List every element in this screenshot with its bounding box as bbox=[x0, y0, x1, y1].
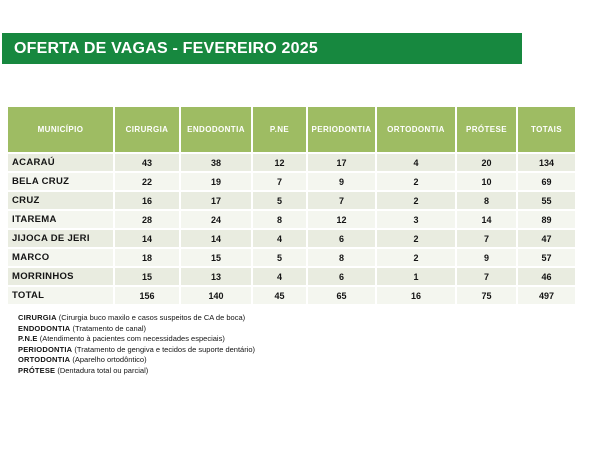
value-cell: 28 bbox=[115, 209, 181, 228]
value-cell: 140 bbox=[181, 285, 253, 304]
footnote-description: (Cirurgia buco maxilo e casos suspeitos de CA de boca) bbox=[58, 313, 246, 322]
column-header-7: TOTAIS bbox=[518, 107, 575, 152]
footnote-periodontia bbox=[18, 345, 255, 356]
table-row bbox=[8, 228, 575, 247]
value-cell: 16 bbox=[115, 190, 181, 209]
footnote-description: (Aparelho ortodôntico) bbox=[72, 355, 147, 364]
footnote-description: (Atendimento à pacientes com necessidades especiais) bbox=[39, 334, 225, 343]
value-cell: 14 bbox=[457, 209, 518, 228]
value-cell: 2 bbox=[377, 247, 457, 266]
footnote-label: PRÓTESE bbox=[18, 365, 56, 375]
municipio-cell: JIJOCA DE JERI bbox=[8, 228, 115, 247]
value-cell: 8 bbox=[308, 247, 377, 266]
value-cell: 4 bbox=[253, 266, 308, 285]
value-cell: 7 bbox=[457, 228, 518, 247]
value-cell: 55 bbox=[518, 190, 575, 209]
value-cell: 19 bbox=[181, 171, 253, 190]
column-header-0: MUNICÍPIO bbox=[8, 107, 115, 152]
footnote-label: P.N.E bbox=[18, 334, 38, 343]
legend bbox=[18, 313, 255, 376]
value-cell: 18 bbox=[115, 247, 181, 266]
value-cell: 45 bbox=[253, 285, 308, 304]
footnote-label: CIRURGIA bbox=[18, 313, 57, 322]
table-header-row bbox=[8, 107, 575, 152]
value-cell: 17 bbox=[181, 190, 253, 209]
table-row bbox=[8, 152, 575, 171]
value-cell: 497 bbox=[518, 285, 575, 304]
table-row bbox=[8, 209, 575, 228]
footnote-protese bbox=[18, 366, 255, 377]
value-cell: 12 bbox=[308, 209, 377, 228]
column-header-2: ENDODONTIA bbox=[181, 107, 253, 152]
value-cell: 89 bbox=[518, 209, 575, 228]
value-cell: 2 bbox=[377, 228, 457, 247]
value-cell: 5 bbox=[253, 190, 308, 209]
footnote-pne bbox=[18, 334, 255, 345]
table-row bbox=[8, 171, 575, 190]
footnote-description: (Dentadura total ou parcial) bbox=[57, 365, 149, 375]
value-cell: 13 bbox=[181, 266, 253, 285]
municipio-cell: ACARAÚ bbox=[8, 152, 115, 171]
footnote-label: ENDODONTIA bbox=[18, 323, 71, 333]
value-cell: 1 bbox=[377, 266, 457, 285]
value-cell: 8 bbox=[253, 209, 308, 228]
value-cell: 22 bbox=[115, 171, 181, 190]
value-cell: 15 bbox=[181, 247, 253, 266]
column-header-3: P.NE bbox=[253, 107, 308, 152]
value-cell: 8 bbox=[457, 190, 518, 209]
municipio-cell: MORRINHOS bbox=[8, 266, 115, 285]
value-cell: 38 bbox=[181, 152, 253, 171]
value-cell: 14 bbox=[115, 228, 181, 247]
value-cell: 9 bbox=[457, 247, 518, 266]
vagas-table bbox=[8, 107, 575, 304]
value-cell: 75 bbox=[457, 285, 518, 304]
municipio-cell: ITAREMA bbox=[8, 209, 115, 228]
value-cell: 5 bbox=[253, 247, 308, 266]
value-cell: 156 bbox=[115, 285, 181, 304]
value-cell: 7 bbox=[308, 190, 377, 209]
value-cell: 16 bbox=[377, 285, 457, 304]
municipio-cell: CRUZ bbox=[8, 190, 115, 209]
value-cell: 69 bbox=[518, 171, 575, 190]
value-cell: 57 bbox=[518, 247, 575, 266]
value-cell: 12 bbox=[253, 152, 308, 171]
value-cell: 15 bbox=[115, 266, 181, 285]
footnote-description: (Tratamento de canal) bbox=[72, 323, 147, 333]
value-cell: 10 bbox=[457, 171, 518, 190]
value-cell: 46 bbox=[518, 266, 575, 285]
value-cell: 2 bbox=[377, 190, 457, 209]
table-row-total bbox=[8, 285, 575, 304]
value-cell: 17 bbox=[308, 152, 377, 171]
value-cell: 4 bbox=[253, 228, 308, 247]
column-header-1: CIRURGIA bbox=[115, 107, 181, 152]
column-header-6: PRÓTESE bbox=[457, 107, 518, 152]
value-cell: 20 bbox=[457, 152, 518, 171]
footnote-cirurgia bbox=[18, 313, 255, 324]
title-banner bbox=[2, 33, 522, 64]
value-cell: 7 bbox=[457, 266, 518, 285]
table-row bbox=[8, 190, 575, 209]
value-cell: 24 bbox=[181, 209, 253, 228]
value-cell: 43 bbox=[115, 152, 181, 171]
footnote-label: ORTODONTIA bbox=[18, 355, 71, 364]
municipio-cell: TOTAL bbox=[8, 285, 115, 304]
value-cell: 7 bbox=[253, 171, 308, 190]
value-cell: 3 bbox=[377, 209, 457, 228]
footnote-ortodontia bbox=[18, 355, 255, 366]
footnote-description: (Tratamento de gengiva e tecidos de suporte dentário) bbox=[74, 344, 256, 354]
value-cell: 9 bbox=[308, 171, 377, 190]
column-header-5: ORTODONTIA bbox=[377, 107, 457, 152]
value-cell: 14 bbox=[181, 228, 253, 247]
municipio-cell: MARCO bbox=[8, 247, 115, 266]
value-cell: 2 bbox=[377, 171, 457, 190]
value-cell: 47 bbox=[518, 228, 575, 247]
value-cell: 6 bbox=[308, 228, 377, 247]
table-row bbox=[8, 247, 575, 266]
value-cell: 4 bbox=[377, 152, 457, 171]
footnote-endodontia bbox=[18, 324, 255, 335]
footnote-label: PERIODONTIA bbox=[18, 344, 73, 354]
value-cell: 65 bbox=[308, 285, 377, 304]
table-row bbox=[8, 266, 575, 285]
value-cell: 6 bbox=[308, 266, 377, 285]
page-title: OFERTA DE VAGAS - FEVEREIRO 2025 bbox=[14, 39, 318, 57]
value-cell: 134 bbox=[518, 152, 575, 171]
municipio-cell: BELA CRUZ bbox=[8, 171, 115, 190]
column-header-4: PERIODONTIA bbox=[308, 107, 377, 152]
